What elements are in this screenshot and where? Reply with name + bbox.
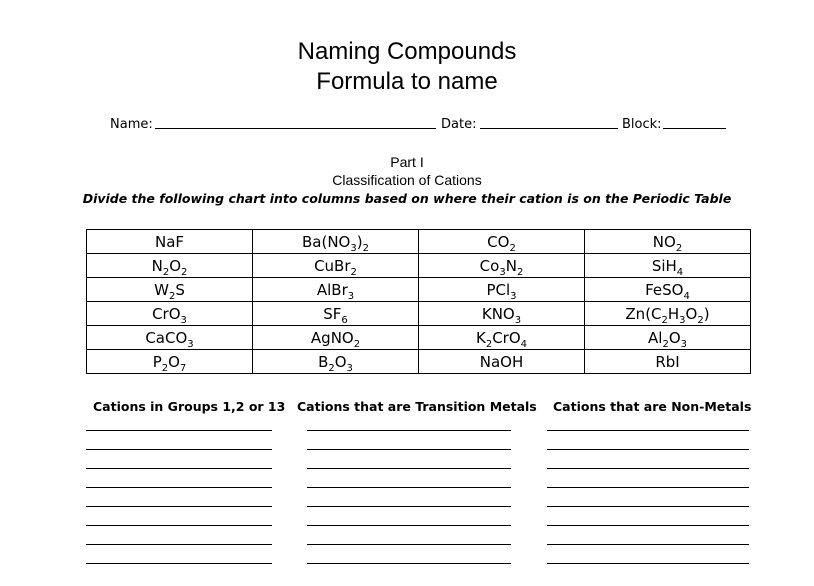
page-title: Naming Compounds	[297, 38, 517, 65]
table-row	[87, 254, 751, 278]
answer-line[interactable]	[307, 563, 511, 564]
compound-cell: PCl$_3$	[419, 278, 585, 302]
answer-line[interactable]	[307, 487, 511, 488]
compound-cell: CaCO$_3$	[87, 326, 253, 350]
answer-line[interactable]	[86, 449, 272, 450]
answer-line[interactable]	[86, 487, 272, 488]
block-label: Block:	[622, 117, 662, 132]
answer-line[interactable]	[86, 468, 272, 469]
answer-line[interactable]	[547, 544, 749, 545]
answer-line[interactable]	[86, 525, 272, 526]
answer-line[interactable]	[307, 430, 511, 431]
compound-cell: AgNO$_2$	[253, 326, 419, 350]
answer-line[interactable]	[547, 468, 749, 469]
name-label: Name:	[110, 117, 153, 132]
column-heading-groups-1-2-13: Cations in Groups 1,2 or 13	[93, 399, 286, 414]
date-label: Date:	[441, 117, 477, 132]
answer-line[interactable]	[86, 563, 272, 564]
answer-lines-groups[interactable]	[86, 430, 272, 582]
page-subtitle: Formula to name	[316, 68, 498, 95]
compound-cell: CuBr$_2$	[253, 254, 419, 278]
answer-line[interactable]	[86, 430, 272, 431]
column-heading-transition-metals: Cations that are Transition Metals	[297, 399, 537, 414]
compound-cell: $CO_2$	[419, 230, 585, 254]
answer-line[interactable]	[307, 468, 511, 469]
table-row	[87, 230, 751, 254]
answer-line[interactable]	[307, 449, 511, 450]
answer-line[interactable]	[547, 487, 749, 488]
date-field[interactable]	[480, 117, 618, 133]
compound-cell: NaF	[87, 230, 253, 254]
compound-cell: $K_2CrO_4$	[419, 326, 585, 350]
compound-cell: SiH$_4$	[585, 254, 751, 278]
compounds-table	[86, 229, 751, 374]
answer-line[interactable]	[547, 525, 749, 526]
answer-line[interactable]	[547, 563, 749, 564]
column-heading-non-metals: Cations that are Non-Metals	[553, 399, 752, 414]
compound-cell: $Ba(NO_3)_2$	[253, 230, 419, 254]
table-row	[87, 326, 751, 350]
compound-cell: $B_2O_3$	[253, 350, 419, 374]
compound-cell: $Co_3N_2$	[419, 254, 585, 278]
answer-line[interactable]	[307, 525, 511, 526]
table-row	[87, 350, 751, 374]
compound-cell: NaOH	[419, 350, 585, 374]
compound-cell: RbI	[585, 350, 751, 374]
compound-cell: $SF_6$	[253, 302, 419, 326]
answer-line[interactable]	[307, 544, 511, 545]
answer-line[interactable]	[547, 449, 749, 450]
answer-line[interactable]	[307, 506, 511, 507]
compound-cell: AlBr$_3$	[253, 278, 419, 302]
answer-line[interactable]	[86, 544, 272, 545]
block-field[interactable]	[663, 117, 726, 133]
answer-lines-transition[interactable]	[307, 430, 511, 582]
compound-cell: $Zn(C_2H_3O_2)$	[585, 302, 751, 326]
part-heading: Classification of Cations	[332, 172, 482, 188]
compound-cell: $KNO_3$	[419, 302, 585, 326]
compound-cell: $N_2O_2$	[87, 254, 253, 278]
table-row	[87, 278, 751, 302]
compound-cell: FeSO$_4$	[585, 278, 751, 302]
answer-line[interactable]	[86, 506, 272, 507]
compound-cell: $P_2O_7$	[87, 350, 253, 374]
instructions: Divide the following chart into columns based on where their cation is on the Periodic Table	[82, 191, 732, 206]
answer-lines-nonmetals[interactable]	[547, 430, 749, 582]
part-label: Part I	[390, 154, 424, 170]
compound-cell: CrO$_3$	[87, 302, 253, 326]
answer-line[interactable]	[547, 430, 749, 431]
answer-line[interactable]	[547, 506, 749, 507]
name-field[interactable]	[155, 117, 436, 133]
compound-cell: $NO_2$	[585, 230, 751, 254]
compound-cell: $W_2S$	[87, 278, 253, 302]
compound-cell: $Al_2O_3$	[585, 326, 751, 350]
table-row	[87, 302, 751, 326]
